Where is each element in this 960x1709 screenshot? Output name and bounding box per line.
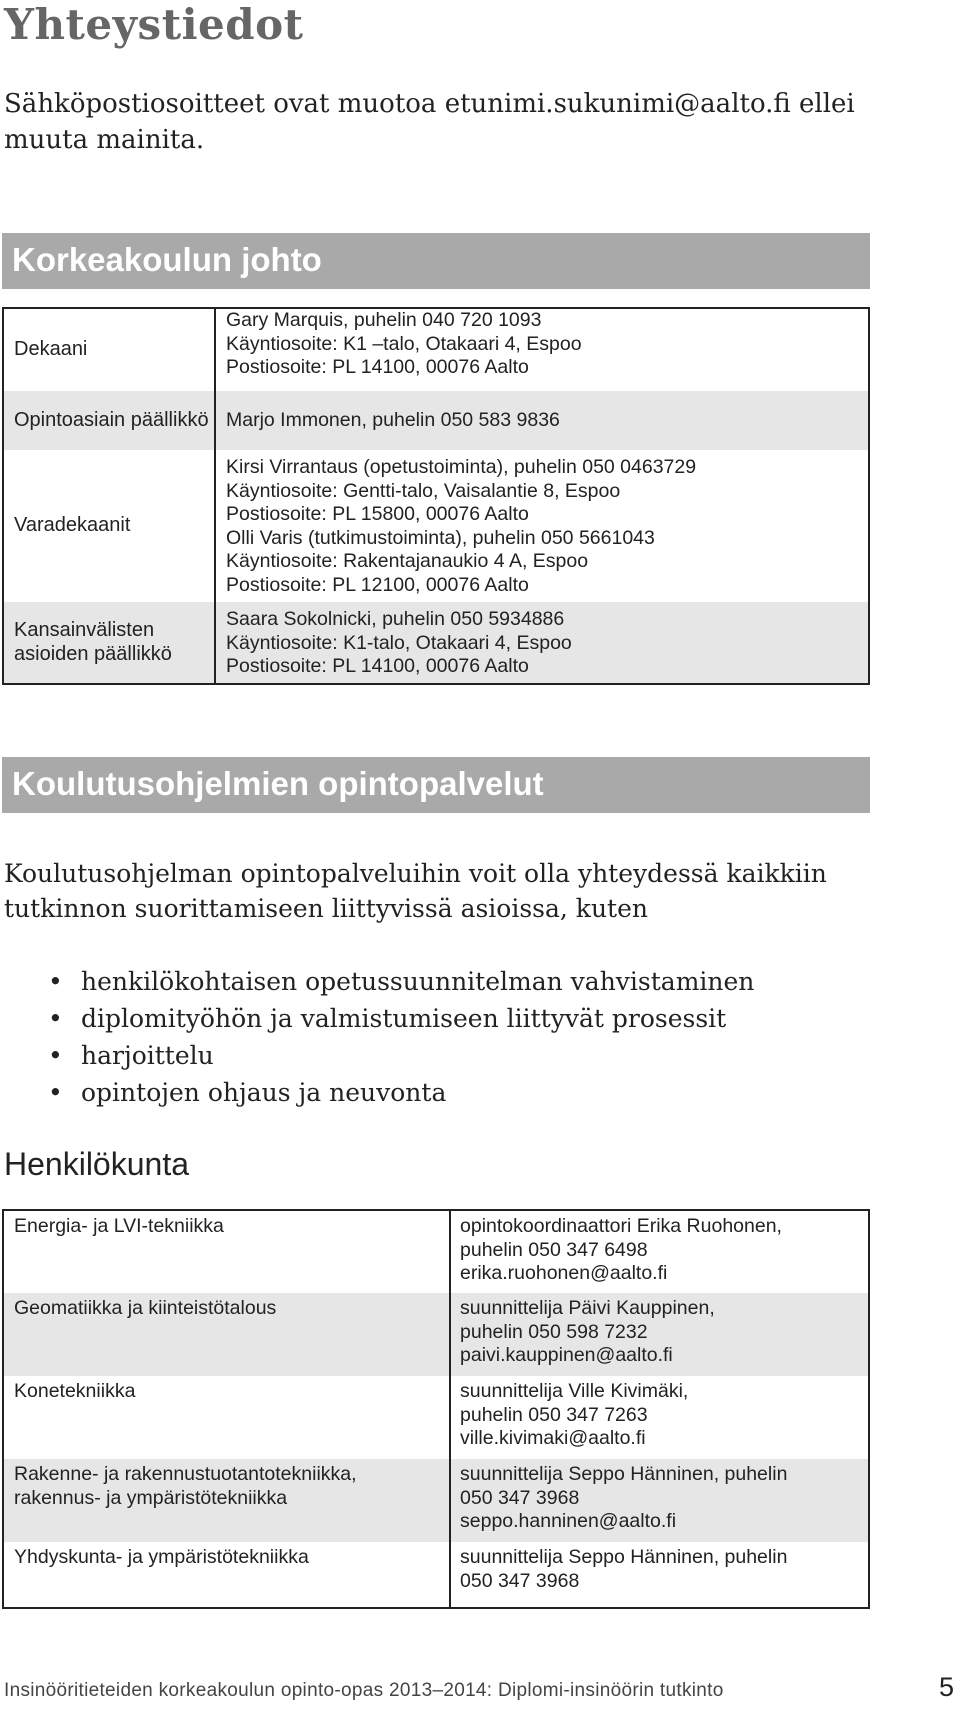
list-item [48, 1000, 754, 1037]
list-item-text: opintojen ohjaus ja neuvonta [81, 1078, 447, 1107]
program-name: Yhdyskunta- ja ympäristötekniikka [3, 1542, 450, 1608]
contact-line: Käyntiosoite: Gentti-talo, Vaisalantie 8, Espoo [226, 479, 621, 502]
contact-line: Postiosoite: PL 14100, 00076 Aalto [226, 356, 529, 378]
services-list [48, 963, 754, 1111]
role-label: Dekaani [3, 308, 215, 391]
contact-line: ville.kivimaki@aalto.fi [460, 1427, 646, 1449]
contact-line: puhelin 050 598 7232 [460, 1320, 648, 1343]
contact-line: suunnittelija Seppo Hänninen, puhelin [460, 1546, 788, 1568]
intro-text: Sähköpostiosoitteet ovat muotoa etunimi.sukunimi@aalto.fi ellei muuta mainita. [4, 89, 855, 155]
services-paragraph: Koulutusohjelman opintopalveluihin voit olla yhteydessä kaikkiin tutkinnon suorittamiseen liittyvissä asioissa, kuten [4, 859, 827, 923]
contact-line: suunnittelija Ville Kivimäki, [460, 1380, 689, 1402]
contact-cell [450, 1293, 869, 1376]
list-item-text: harjoittelu [81, 1041, 214, 1070]
contact-cell [450, 1210, 869, 1293]
contact-line: suunnittelija Päivi Kauppinen, [460, 1297, 715, 1319]
contact-line: Olli Varis (tutkimustoiminta), puhelin 050 5661043 [226, 526, 655, 549]
program-name: Rakenne- ja rakennustuotantotekniikka, rakennus- ja ympäristötekniikka [3, 1459, 450, 1542]
table-row [3, 1210, 869, 1293]
table-row [3, 450, 869, 602]
role-label: Kansainvälisten asioiden päällikkö [3, 602, 215, 684]
contact-line: Marjo Immonen, puhelin 050 583 9836 [226, 408, 560, 431]
contact-line: Käyntiosoite: Rakentajanaukio 4 A, Espoo [226, 550, 589, 572]
list-item [48, 1037, 754, 1074]
program-name: Energia- ja LVI-tekniikka [3, 1210, 450, 1293]
contact-line: Käyntiosoite: K1 –talo, Otakaari 4, Espoo [226, 332, 582, 355]
contact-cell [215, 602, 869, 684]
role-label: Opintoasiain päällikkö [3, 391, 215, 450]
contact-cell [215, 450, 869, 602]
section-band-leadership [2, 233, 870, 289]
contact-cell [450, 1376, 869, 1459]
contact-line: Postiosoite: PL 12100, 00076 Aalto [226, 573, 529, 596]
table-row [3, 308, 869, 391]
table-row [3, 1459, 869, 1542]
contact-line: puhelin 050 347 7263 [460, 1403, 648, 1426]
program-name: Konetekniikka [3, 1376, 450, 1459]
table-row [3, 391, 869, 450]
contact-cell [450, 1542, 869, 1608]
contact-line: 050 347 3968 [460, 1569, 580, 1592]
table-row [3, 1293, 869, 1376]
table-row [3, 1376, 869, 1459]
contact-line: Saara Sokolnicki, puhelin 050 5934886 [226, 608, 565, 630]
contact-line: puhelin 050 347 6498 [460, 1238, 648, 1261]
list-item [48, 1074, 754, 1111]
table-row [3, 602, 869, 684]
list-item [48, 963, 754, 1000]
page-title: Yhteystiedot [4, 0, 304, 49]
contact-line: Postiosoite: PL 15800, 00076 Aalto [226, 503, 529, 525]
contact-line: Kirsi Virrantaus (opetustoiminta), puhelin 050 0463729 [226, 456, 697, 478]
page-number: 5 [938, 1672, 954, 1702]
contact-line: 050 347 3968 [460, 1486, 580, 1509]
bullet-icon: • [48, 967, 63, 996]
bullet-icon: • [48, 1004, 63, 1033]
section-band-services [2, 757, 870, 813]
contact-line: seppo.hanninen@aalto.fi [460, 1510, 677, 1532]
list-item-text: henkilökohtaisen opetussuunnitelman vahvistaminen [81, 967, 755, 996]
contact-line: erika.ruohonen@aalto.fi [460, 1262, 668, 1284]
staff-heading: Henkilökunta [4, 1146, 189, 1182]
contact-cell [215, 391, 869, 450]
contact-line: suunnittelija Seppo Hänninen, puhelin [460, 1463, 788, 1485]
contact-cell [450, 1459, 869, 1542]
contact-line: Postiosoite: PL 14100, 00076 Aalto [226, 655, 529, 677]
role-label: Varadekaanit [3, 450, 215, 602]
table-row [3, 1542, 869, 1608]
program-name: Geomatiikka ja kiinteistötalous [3, 1293, 450, 1376]
contact-line: opintokoordinaattori Erika Ruohonen, [460, 1215, 782, 1237]
list-item-text: diplomityöhön ja valmistumiseen liittyvät prosessit [81, 1004, 727, 1033]
contact-line: Käyntiosoite: K1-talo, Otakaari 4, Espoo [226, 631, 572, 654]
footer-text: Insinööritieteiden korkeakoulun opinto-opas 2013–2014: Diplomi-insinöörin tutkinto [4, 1680, 724, 1701]
contact-line: Gary Marquis, puhelin 040 720 1093 [226, 309, 542, 331]
section-title-leadership: Korkeakoulun johto [12, 241, 322, 278]
bullet-icon: • [48, 1078, 63, 1107]
contact-line: paivi.kauppinen@aalto.fi [460, 1344, 673, 1366]
section-title-services: Koulutusohjelmien opintopalvelut [12, 765, 544, 802]
bullet-icon: • [48, 1041, 63, 1070]
contact-cell [215, 308, 869, 391]
leadership-table [2, 307, 870, 685]
staff-table [2, 1209, 870, 1609]
